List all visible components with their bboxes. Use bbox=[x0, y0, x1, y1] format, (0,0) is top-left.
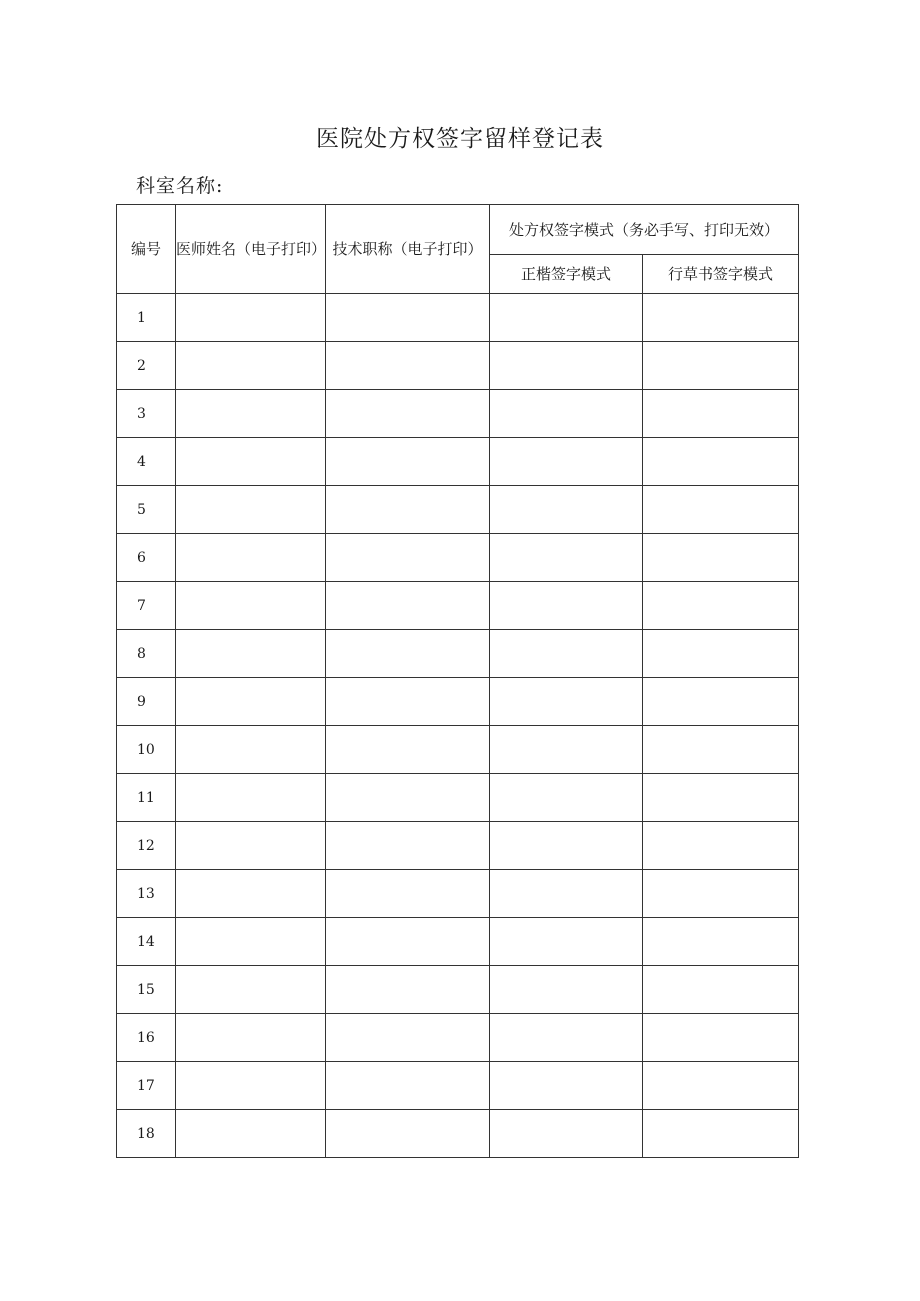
row-number: 16 bbox=[117, 1014, 176, 1062]
technical-title-cell[interactable] bbox=[326, 438, 490, 486]
cursive-signature-cell[interactable] bbox=[643, 918, 799, 966]
doctor-name-cell[interactable] bbox=[176, 630, 326, 678]
regular-signature-cell[interactable] bbox=[490, 1110, 643, 1158]
row-number: 10 bbox=[117, 726, 176, 774]
header-cursive-script: 行草书签字模式 bbox=[643, 255, 799, 294]
technical-title-cell[interactable] bbox=[326, 534, 490, 582]
table-row bbox=[117, 966, 799, 1014]
technical-title-cell[interactable] bbox=[326, 294, 490, 342]
table-row bbox=[117, 1110, 799, 1158]
technical-title-cell[interactable] bbox=[326, 390, 490, 438]
cursive-signature-cell[interactable] bbox=[643, 294, 799, 342]
technical-title-cell[interactable] bbox=[326, 726, 490, 774]
row-number: 18 bbox=[117, 1110, 176, 1158]
cursive-signature-cell[interactable] bbox=[643, 630, 799, 678]
table-row bbox=[117, 582, 799, 630]
doctor-name-cell[interactable] bbox=[176, 678, 326, 726]
technical-title-cell[interactable] bbox=[326, 774, 490, 822]
cursive-signature-cell[interactable] bbox=[643, 822, 799, 870]
technical-title-cell[interactable] bbox=[326, 678, 490, 726]
regular-signature-cell[interactable] bbox=[490, 630, 643, 678]
header-row-1 bbox=[117, 205, 799, 255]
technical-title-cell[interactable] bbox=[326, 1110, 490, 1158]
row-number: 5 bbox=[117, 486, 176, 534]
technical-title-cell[interactable] bbox=[326, 342, 490, 390]
cursive-signature-cell[interactable] bbox=[643, 390, 799, 438]
doctor-name-cell[interactable] bbox=[176, 822, 326, 870]
cursive-signature-cell[interactable] bbox=[643, 678, 799, 726]
regular-signature-cell[interactable] bbox=[490, 1062, 643, 1110]
table-row bbox=[117, 342, 799, 390]
row-number: 14 bbox=[117, 918, 176, 966]
cursive-signature-cell[interactable] bbox=[643, 966, 799, 1014]
cursive-signature-cell[interactable] bbox=[643, 1062, 799, 1110]
row-number: 6 bbox=[117, 534, 176, 582]
table-row bbox=[117, 438, 799, 486]
form-title: 医院处方权签字留样登记表 bbox=[316, 126, 604, 152]
header-doctor-name: 医师姓名（电子打印） bbox=[176, 205, 326, 294]
table-row bbox=[117, 486, 799, 534]
row-number: 1 bbox=[117, 294, 176, 342]
table-row bbox=[117, 534, 799, 582]
table-row bbox=[117, 678, 799, 726]
regular-signature-cell[interactable] bbox=[490, 678, 643, 726]
row-number: 4 bbox=[117, 438, 176, 486]
doctor-name-cell[interactable] bbox=[176, 774, 326, 822]
table-row bbox=[117, 822, 799, 870]
regular-signature-cell[interactable] bbox=[490, 582, 643, 630]
doctor-name-cell[interactable] bbox=[176, 870, 326, 918]
regular-signature-cell[interactable] bbox=[490, 438, 643, 486]
regular-signature-cell[interactable] bbox=[490, 1014, 643, 1062]
department-label: 科室名称: bbox=[136, 175, 224, 197]
cursive-signature-cell[interactable] bbox=[643, 438, 799, 486]
doctor-name-cell[interactable] bbox=[176, 726, 326, 774]
doctor-name-cell[interactable] bbox=[176, 294, 326, 342]
technical-title-cell[interactable] bbox=[326, 1014, 490, 1062]
table-row bbox=[117, 726, 799, 774]
signature-register-table bbox=[116, 204, 799, 1158]
technical-title-cell[interactable] bbox=[326, 1062, 490, 1110]
row-number: 11 bbox=[117, 774, 176, 822]
doctor-name-cell[interactable] bbox=[176, 534, 326, 582]
row-number: 17 bbox=[117, 1062, 176, 1110]
row-number: 12 bbox=[117, 822, 176, 870]
doctor-name-cell[interactable] bbox=[176, 390, 326, 438]
regular-signature-cell[interactable] bbox=[490, 822, 643, 870]
cursive-signature-cell[interactable] bbox=[643, 870, 799, 918]
regular-signature-cell[interactable] bbox=[490, 390, 643, 438]
technical-title-cell[interactable] bbox=[326, 822, 490, 870]
technical-title-cell[interactable] bbox=[326, 870, 490, 918]
cursive-signature-cell[interactable] bbox=[643, 486, 799, 534]
technical-title-cell[interactable] bbox=[326, 582, 490, 630]
cursive-signature-cell[interactable] bbox=[643, 774, 799, 822]
doctor-name-cell[interactable] bbox=[176, 966, 326, 1014]
table-row bbox=[117, 1062, 799, 1110]
row-number: 7 bbox=[117, 582, 176, 630]
cursive-signature-cell[interactable] bbox=[643, 582, 799, 630]
table-row bbox=[117, 918, 799, 966]
regular-signature-cell[interactable] bbox=[490, 870, 643, 918]
regular-signature-cell[interactable] bbox=[490, 294, 643, 342]
doctor-name-cell[interactable] bbox=[176, 1062, 326, 1110]
table-row bbox=[117, 774, 799, 822]
doctor-name-cell[interactable] bbox=[176, 918, 326, 966]
doctor-name-cell[interactable] bbox=[176, 1014, 326, 1062]
header-technical-title: 技术职称（电子打印） bbox=[326, 205, 490, 294]
technical-title-cell[interactable] bbox=[326, 630, 490, 678]
technical-title-cell[interactable] bbox=[326, 918, 490, 966]
doctor-name-cell[interactable] bbox=[176, 486, 326, 534]
doctor-name-cell[interactable] bbox=[176, 342, 326, 390]
table-row bbox=[117, 1014, 799, 1062]
regular-signature-cell[interactable] bbox=[490, 918, 643, 966]
row-number: 2 bbox=[117, 342, 176, 390]
header-regular-script: 正楷签字模式 bbox=[490, 255, 643, 294]
technical-title-cell[interactable] bbox=[326, 486, 490, 534]
cursive-signature-cell[interactable] bbox=[643, 1110, 799, 1158]
cursive-signature-cell[interactable] bbox=[643, 342, 799, 390]
row-number: 9 bbox=[117, 678, 176, 726]
cursive-signature-cell[interactable] bbox=[643, 534, 799, 582]
regular-signature-cell[interactable] bbox=[490, 726, 643, 774]
doctor-name-cell[interactable] bbox=[176, 1110, 326, 1158]
doctor-name-cell[interactable] bbox=[176, 582, 326, 630]
cursive-signature-cell[interactable] bbox=[643, 1014, 799, 1062]
table-row bbox=[117, 390, 799, 438]
regular-signature-cell[interactable] bbox=[490, 534, 643, 582]
header-signature-mode: 处方权签字模式（务必手写、打印无效） bbox=[490, 205, 799, 255]
cursive-signature-cell[interactable] bbox=[643, 726, 799, 774]
row-number: 13 bbox=[117, 870, 176, 918]
regular-signature-cell[interactable] bbox=[490, 774, 643, 822]
table-row bbox=[117, 870, 799, 918]
header-number: 编号 bbox=[117, 205, 176, 294]
row-number: 15 bbox=[117, 966, 176, 1014]
row-number: 3 bbox=[117, 390, 176, 438]
table-row bbox=[117, 294, 799, 342]
regular-signature-cell[interactable] bbox=[490, 342, 643, 390]
table-row bbox=[117, 630, 799, 678]
regular-signature-cell[interactable] bbox=[490, 966, 643, 1014]
technical-title-cell[interactable] bbox=[326, 966, 490, 1014]
doctor-name-cell[interactable] bbox=[176, 438, 326, 486]
row-number: 8 bbox=[117, 630, 176, 678]
regular-signature-cell[interactable] bbox=[490, 486, 643, 534]
